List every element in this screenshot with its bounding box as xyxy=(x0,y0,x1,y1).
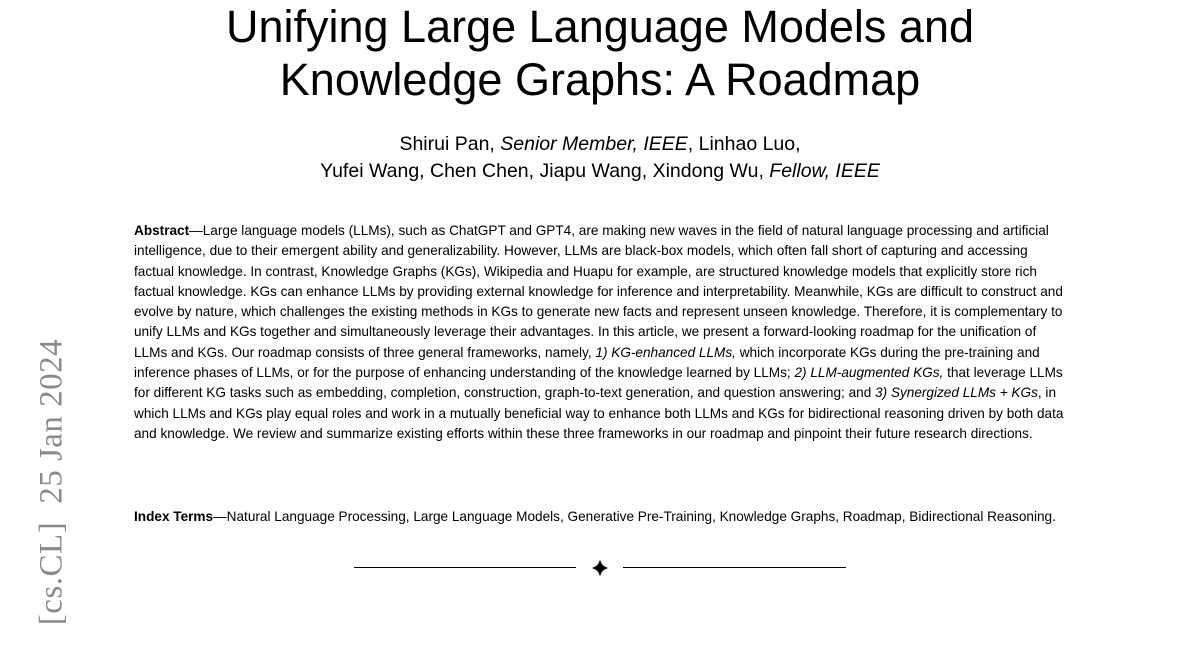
abstract-text-4: , in which LLMs and KGs play equal roles and work in a mutually beneficial way to enhance both LLMs and KGs for bidirectional reasoning driven by both data and knowledge. We review and summarize existing efforts within these three frameworks in our roadmap and pinpoint their future research directions. xyxy=(134,385,1064,441)
authors-line-1-role: Senior Member, IEEE xyxy=(500,133,688,155)
authors-line-2-role: Fellow, IEEE xyxy=(769,160,880,182)
abstract-text-3: that leverage LLMs for different KG tasks such as embedding, completion, construction, graph-to-text generation, and question answering; and xyxy=(134,365,1063,401)
index-terms-label: Index Terms xyxy=(134,509,214,524)
paper-title xyxy=(0,0,1200,106)
framework-llm-augmented-kgs: 2) LLM-augmented KGs, xyxy=(794,365,944,381)
abstract-label: Abstract xyxy=(134,223,190,238)
framework-synergized-llms-kgs: 3) Synergized LLMs + KGs xyxy=(875,385,1038,401)
arxiv-category: [cs.CL] xyxy=(33,521,70,626)
abstract-text-2: which incorporate KGs during the pre-training and inference phases of LLMs, or for the purpose of enhancing understanding of the knowledge learned by LLMs; xyxy=(134,344,1040,381)
framework-kg-enhanced-llms: 1) KG-enhanced LLMs, xyxy=(595,344,736,360)
abstract-text-1: —Large language models (LLMs), such as ChatGPT and GPT4, are making new waves in the field of natural language processing and artificial intelligence, due to their emergent ability and generalizability. However, LLMs are black-box models, which often fall short of capturing and accessing factual knowledge. In contrast, Knowledge Graphs (KGs), Wikipedia and Huapu for example, are structured knowledge models that explicitly store rich factual knowledge. KGs can enhance LLMs by providing external knowledge for inference and interpretability. Meanwhile, KGs are difficult to construct and evolve by nature, which challenges the existing methods in KGs to generate new facts and represent unseen knowledge. Therefore, it is complementary to unify LLMs and KGs together and simultaneously leverage their advantages. In this article, we present a forward-looking roadmap for the unification of LLMs and KGs. Our roadmap consists of three general frameworks, namely, xyxy=(134,223,1063,360)
divider-line-left xyxy=(354,567,576,568)
arxiv-date: 25 Jan 2024 xyxy=(33,338,70,504)
authors-line-1-names: Shirui Pan, xyxy=(399,133,501,155)
abstract xyxy=(134,221,1068,444)
diamond-ornament-icon xyxy=(590,558,610,578)
authors-line-1-rest: , Linhao Luo, xyxy=(687,133,801,155)
authors-line-2-names: Yufei Wang, Chen Chen, Jiapu Wang, Xindong Wu, xyxy=(320,160,770,182)
section-divider xyxy=(354,556,846,580)
paper-title-line-1: Unifying Large Language Models and xyxy=(225,1,975,52)
divider-line-right xyxy=(623,567,846,568)
index-terms xyxy=(134,507,1068,527)
author-list xyxy=(0,131,1200,185)
paper-title-line-2: Knowledge Graphs: A Roadmap xyxy=(279,54,921,105)
arxiv-side-stamp xyxy=(34,339,71,625)
index-terms-text: —Natural Language Processing, Large Language Models, Generative Pre-Training, Knowledge Graphs, Roadmap, Bidirectional Reasoning. xyxy=(213,509,1056,524)
